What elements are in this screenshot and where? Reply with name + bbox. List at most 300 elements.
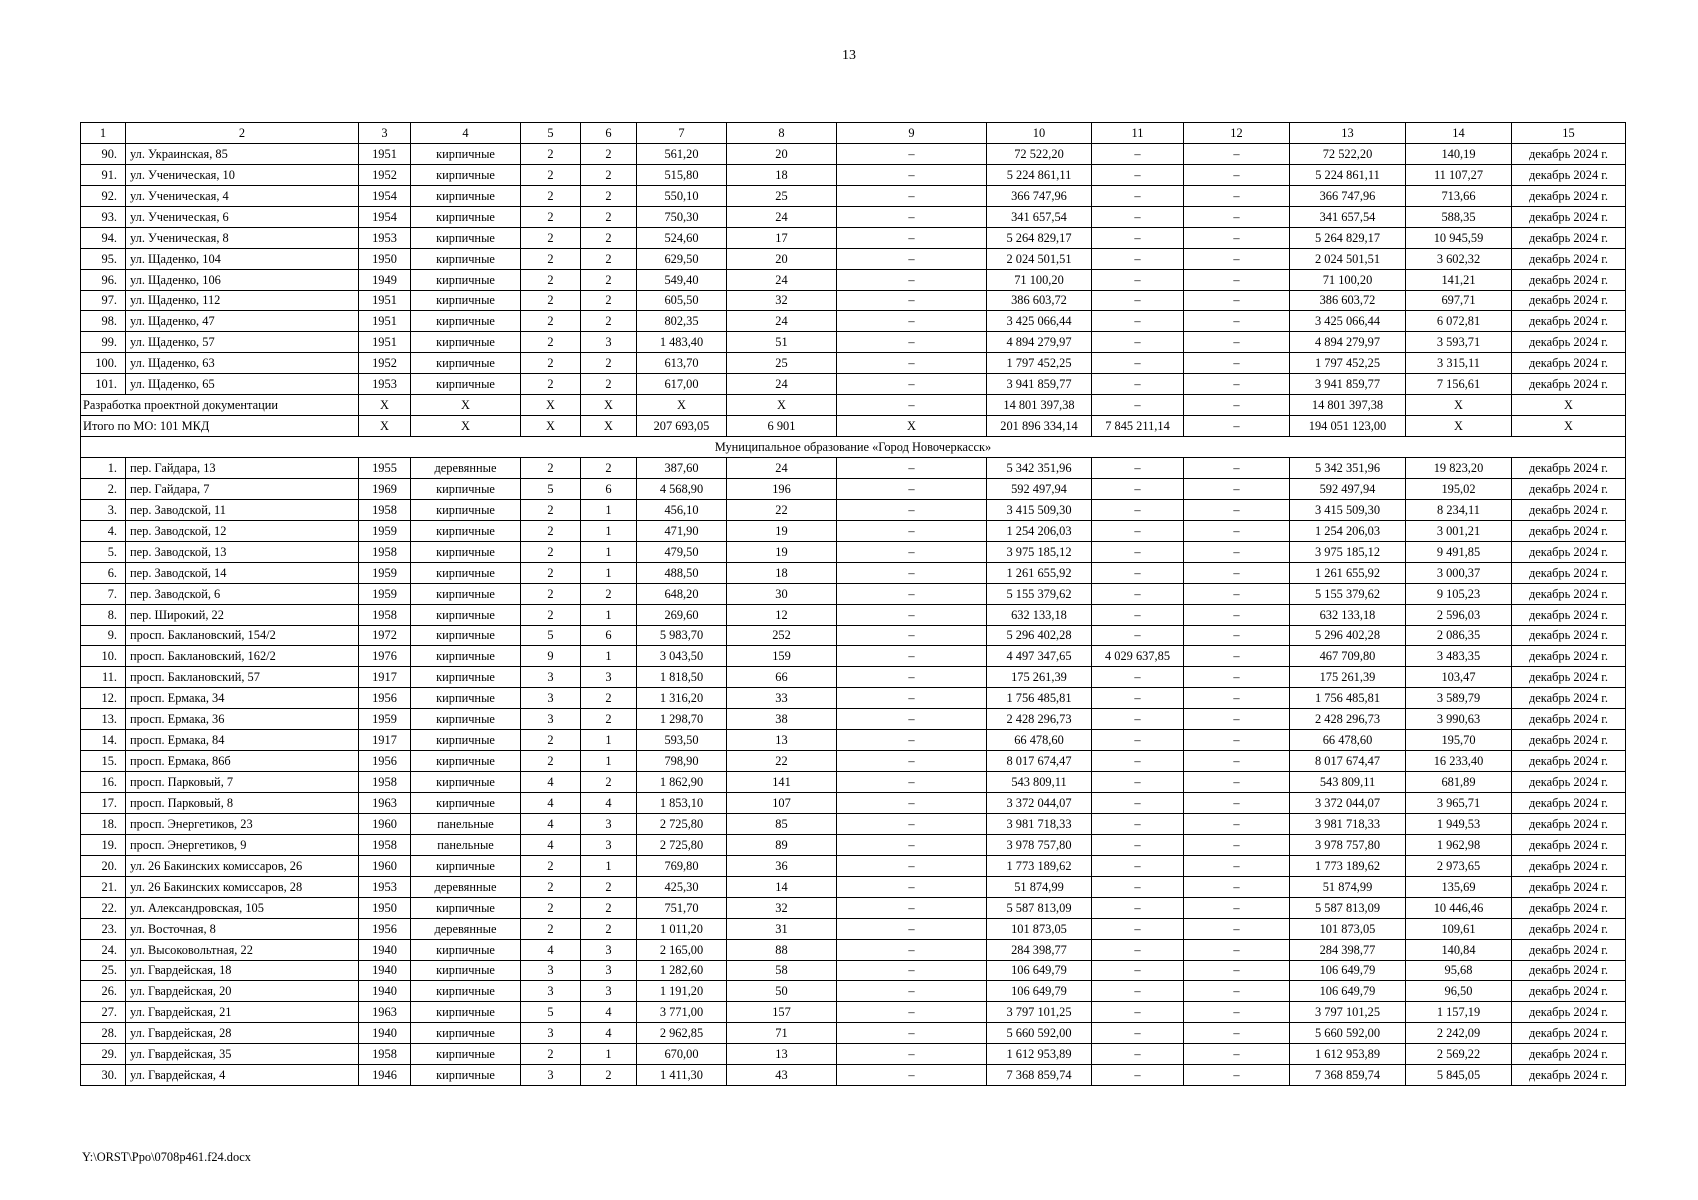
table-cell: 25 bbox=[727, 353, 837, 374]
table-cell: 2 bbox=[581, 248, 637, 269]
table-cell: 194 051 123,00 bbox=[1290, 416, 1406, 437]
table-cell: 99. bbox=[81, 332, 126, 353]
table-row bbox=[81, 206, 1626, 227]
table-cell: 2 569,22 bbox=[1406, 1044, 1512, 1065]
table-cell: – bbox=[1092, 395, 1184, 416]
table-cell: декабрь 2024 г. bbox=[1512, 164, 1626, 185]
table-cell: 632 133,18 bbox=[1290, 604, 1406, 625]
table-cell: 24 bbox=[727, 311, 837, 332]
table-cell: 387,60 bbox=[637, 458, 727, 479]
table-row bbox=[81, 646, 1626, 667]
table-cell: 1953 bbox=[359, 374, 411, 395]
table-cell: 89 bbox=[727, 834, 837, 855]
table-cell: ул. Гвардейская, 21 bbox=[126, 1002, 359, 1023]
table-cell: 1 773 189,62 bbox=[987, 855, 1092, 876]
table-cell: – bbox=[1092, 625, 1184, 646]
table-cell: 18 bbox=[727, 562, 837, 583]
table-cell: – bbox=[837, 562, 987, 583]
column-number-row bbox=[81, 123, 1626, 144]
table-cell: 550,10 bbox=[637, 185, 727, 206]
table-cell: 515,80 bbox=[637, 164, 727, 185]
table-cell: 8 017 674,47 bbox=[987, 751, 1092, 772]
table-cell: 3 bbox=[581, 813, 637, 834]
table-cell: 12. bbox=[81, 688, 126, 709]
table-cell: 3 589,79 bbox=[1406, 688, 1512, 709]
table-cell: 4 894 279,97 bbox=[1290, 332, 1406, 353]
table-cell: декабрь 2024 г. bbox=[1512, 1065, 1626, 1086]
table-cell: 4 bbox=[581, 793, 637, 814]
table-cell: декабрь 2024 г. bbox=[1512, 876, 1626, 897]
table-cell: декабрь 2024 г. bbox=[1512, 332, 1626, 353]
table-cell: 6 bbox=[581, 478, 637, 499]
table-body bbox=[81, 143, 1626, 1085]
table-cell: 2 bbox=[521, 562, 581, 583]
table-cell: 1 261 655,92 bbox=[987, 562, 1092, 583]
table-cell: X bbox=[637, 395, 727, 416]
table-cell: – bbox=[1092, 667, 1184, 688]
table-cell: X bbox=[581, 395, 637, 416]
table-cell: 2 973,65 bbox=[1406, 855, 1512, 876]
table-cell: – bbox=[1092, 1002, 1184, 1023]
table-cell: декабрь 2024 г. bbox=[1512, 541, 1626, 562]
table-row bbox=[81, 793, 1626, 814]
table-cell: декабрь 2024 г. bbox=[1512, 562, 1626, 583]
table-cell: 3 bbox=[521, 981, 581, 1002]
table-cell: декабрь 2024 г. bbox=[1512, 939, 1626, 960]
table-cell: 3 372 044,07 bbox=[1290, 793, 1406, 814]
table-cell: 18 bbox=[727, 164, 837, 185]
table-cell: 3 bbox=[521, 688, 581, 709]
table-cell: 1972 bbox=[359, 625, 411, 646]
table-cell: 16. bbox=[81, 772, 126, 793]
table-cell: кирпичные bbox=[411, 374, 521, 395]
table-cell: 2 bbox=[521, 143, 581, 164]
table-cell: 13 bbox=[727, 1044, 837, 1065]
table-cell: 16 233,40 bbox=[1406, 751, 1512, 772]
table-cell: – bbox=[837, 1065, 987, 1086]
table-cell: декабрь 2024 г. bbox=[1512, 813, 1626, 834]
table-row bbox=[81, 499, 1626, 520]
table-cell: – bbox=[1184, 897, 1290, 918]
table-cell: 141 bbox=[727, 772, 837, 793]
table-cell: – bbox=[837, 918, 987, 939]
table-cell: 3 315,11 bbox=[1406, 353, 1512, 374]
table-cell: – bbox=[1184, 855, 1290, 876]
table-cell: 51 bbox=[727, 332, 837, 353]
table-cell: – bbox=[1184, 709, 1290, 730]
table-cell: 85 bbox=[727, 813, 837, 834]
table-cell: кирпичные bbox=[411, 625, 521, 646]
table-cell: 157 bbox=[727, 1002, 837, 1023]
table-cell: 366 747,96 bbox=[1290, 185, 1406, 206]
table-cell: 1 157,19 bbox=[1406, 1002, 1512, 1023]
table-cell: декабрь 2024 г. bbox=[1512, 520, 1626, 541]
table-cell: 1 011,20 bbox=[637, 918, 727, 939]
table-cell: ул. Щаденко, 104 bbox=[126, 248, 359, 269]
table-header bbox=[81, 123, 1626, 144]
table-cell: 5 224 861,11 bbox=[1290, 164, 1406, 185]
table-cell: декабрь 2024 г. bbox=[1512, 206, 1626, 227]
table-cell: 1953 bbox=[359, 227, 411, 248]
table-cell: 4 bbox=[581, 1023, 637, 1044]
table-row bbox=[81, 143, 1626, 164]
table-cell: X bbox=[1512, 395, 1626, 416]
table-cell: кирпичные bbox=[411, 793, 521, 814]
table-cell: 4 894 279,97 bbox=[987, 332, 1092, 353]
table-cell: 1946 bbox=[359, 1065, 411, 1086]
table-cell: 2 bbox=[581, 227, 637, 248]
table-cell: ул. Гвардейская, 20 bbox=[126, 981, 359, 1002]
table-cell: 543 809,11 bbox=[1290, 772, 1406, 793]
table-cell: – bbox=[1092, 709, 1184, 730]
table-cell: 107 bbox=[727, 793, 837, 814]
table-cell: 1 962,98 bbox=[1406, 834, 1512, 855]
table-cell: 1951 bbox=[359, 332, 411, 353]
table-cell: 9 bbox=[521, 646, 581, 667]
table-cell: 33 bbox=[727, 688, 837, 709]
table-cell: 106 649,79 bbox=[987, 960, 1092, 981]
table-cell: 22 bbox=[727, 751, 837, 772]
table-cell: просп. Баклановский, 57 bbox=[126, 667, 359, 688]
table-cell: 93. bbox=[81, 206, 126, 227]
design-docs-row bbox=[81, 395, 1626, 416]
column-header: 3 bbox=[359, 123, 411, 144]
table-cell: кирпичные bbox=[411, 1065, 521, 1086]
table-cell: 101 873,05 bbox=[987, 918, 1092, 939]
table-cell: 140,19 bbox=[1406, 143, 1512, 164]
table-cell: – bbox=[1184, 311, 1290, 332]
table-cell: декабрь 2024 г. bbox=[1512, 499, 1626, 520]
table-cell: 3 bbox=[521, 960, 581, 981]
table-cell: 3 bbox=[581, 939, 637, 960]
table-cell: 20. bbox=[81, 855, 126, 876]
table-cell: 2 428 296,73 bbox=[1290, 709, 1406, 730]
table-cell: 1 191,20 bbox=[637, 981, 727, 1002]
table-cell: ул. 26 Бакинских комиссаров, 26 bbox=[126, 855, 359, 876]
table-row bbox=[81, 1065, 1626, 1086]
table-cell: 31 bbox=[727, 918, 837, 939]
table-cell: – bbox=[837, 332, 987, 353]
table-cell: 3 bbox=[581, 834, 637, 855]
table-cell: кирпичные bbox=[411, 269, 521, 290]
table-cell: 2 596,03 bbox=[1406, 604, 1512, 625]
table-cell: 6 901 bbox=[727, 416, 837, 437]
table-row bbox=[81, 248, 1626, 269]
table-cell: 2 bbox=[521, 855, 581, 876]
table-cell: ул. Высоковольтная, 22 bbox=[126, 939, 359, 960]
table-cell: 269,60 bbox=[637, 604, 727, 625]
table-cell: 2 bbox=[581, 458, 637, 479]
table-cell: просп. Парковый, 7 bbox=[126, 772, 359, 793]
table-cell: 3 593,71 bbox=[1406, 332, 1512, 353]
table-cell: X bbox=[411, 416, 521, 437]
table-cell: 2 024 501,51 bbox=[1290, 248, 1406, 269]
table-cell: – bbox=[1092, 918, 1184, 939]
table-cell: 5 660 592,00 bbox=[1290, 1023, 1406, 1044]
table-cell: 1956 bbox=[359, 751, 411, 772]
table-cell: – bbox=[1092, 583, 1184, 604]
table-row bbox=[81, 541, 1626, 562]
column-header: 12 bbox=[1184, 123, 1290, 144]
table-cell: 2 bbox=[521, 1044, 581, 1065]
table-cell: – bbox=[837, 709, 987, 730]
table-cell: декабрь 2024 г. bbox=[1512, 1002, 1626, 1023]
table-cell: просп. Энергетиков, 23 bbox=[126, 813, 359, 834]
table-cell: 71 100,20 bbox=[987, 269, 1092, 290]
table-cell: 196 bbox=[727, 478, 837, 499]
table-cell: 6 bbox=[581, 625, 637, 646]
table-cell: 1 862,90 bbox=[637, 772, 727, 793]
table-cell: 1954 bbox=[359, 185, 411, 206]
table-row bbox=[81, 981, 1626, 1002]
table-cell: 1 bbox=[581, 562, 637, 583]
table-cell: – bbox=[1184, 604, 1290, 625]
column-header: 13 bbox=[1290, 123, 1406, 144]
table-cell: 341 657,54 bbox=[987, 206, 1092, 227]
table-cell: – bbox=[1184, 646, 1290, 667]
table-cell: 592 497,94 bbox=[1290, 478, 1406, 499]
table-cell: – bbox=[1184, 730, 1290, 751]
table-cell: деревянные bbox=[411, 876, 521, 897]
table-cell: 5 587 813,09 bbox=[987, 897, 1092, 918]
table-cell: 96,50 bbox=[1406, 981, 1512, 1002]
table-cell: 1956 bbox=[359, 918, 411, 939]
table-cell: 9 491,85 bbox=[1406, 541, 1512, 562]
table-cell: кирпичные bbox=[411, 604, 521, 625]
table-cell: – bbox=[837, 960, 987, 981]
column-header: 14 bbox=[1406, 123, 1512, 144]
table-cell: 2 bbox=[581, 206, 637, 227]
table-cell: 22. bbox=[81, 897, 126, 918]
table-cell: 2 bbox=[581, 897, 637, 918]
table-cell: 2 bbox=[521, 374, 581, 395]
section-row bbox=[81, 437, 1626, 458]
table-cell: 1 bbox=[581, 1044, 637, 1065]
table-cell: – bbox=[837, 499, 987, 520]
table-cell: 5 660 592,00 bbox=[987, 1023, 1092, 1044]
table-cell: – bbox=[1092, 499, 1184, 520]
table-row bbox=[81, 1023, 1626, 1044]
table-cell: 8 017 674,47 bbox=[1290, 751, 1406, 772]
table-cell: 798,90 bbox=[637, 751, 727, 772]
table-cell: кирпичные bbox=[411, 730, 521, 751]
table-cell: 2 725,80 bbox=[637, 834, 727, 855]
table-cell: 2 bbox=[521, 164, 581, 185]
table-cell: 24 bbox=[727, 206, 837, 227]
table-cell: 14. bbox=[81, 730, 126, 751]
table-cell: 341 657,54 bbox=[1290, 206, 1406, 227]
table-cell: ул. Щаденко, 106 bbox=[126, 269, 359, 290]
table-cell: 1 483,40 bbox=[637, 332, 727, 353]
table-row bbox=[81, 709, 1626, 730]
table-cell: 1955 bbox=[359, 458, 411, 479]
table-cell: 1963 bbox=[359, 1002, 411, 1023]
table-cell: 2 bbox=[581, 311, 637, 332]
table-row bbox=[81, 520, 1626, 541]
table-cell: 592 497,94 bbox=[987, 478, 1092, 499]
table-cell: 2 165,00 bbox=[637, 939, 727, 960]
table-row bbox=[81, 478, 1626, 499]
footer-file-path: Y:\ORST\Ppo\0708p461.f24.docx bbox=[82, 1150, 251, 1164]
table-cell: 1960 bbox=[359, 813, 411, 834]
table-cell: 7 368 859,74 bbox=[1290, 1065, 1406, 1086]
table-cell: – bbox=[837, 604, 987, 625]
table-cell: 135,69 bbox=[1406, 876, 1512, 897]
table-cell: – bbox=[1092, 876, 1184, 897]
table-cell: 1940 bbox=[359, 981, 411, 1002]
table-cell: декабрь 2024 г. bbox=[1512, 248, 1626, 269]
table-cell: 1949 bbox=[359, 269, 411, 290]
table-cell: декабрь 2024 г. bbox=[1512, 290, 1626, 311]
table-cell: – bbox=[1184, 918, 1290, 939]
table-cell: – bbox=[837, 834, 987, 855]
table-cell: кирпичные bbox=[411, 206, 521, 227]
table-cell: – bbox=[1092, 1023, 1184, 1044]
table-cell: – bbox=[837, 583, 987, 604]
table-cell: декабрь 2024 г. bbox=[1512, 897, 1626, 918]
table-cell: – bbox=[1184, 688, 1290, 709]
table-cell: – bbox=[1184, 332, 1290, 353]
table-cell: 2 bbox=[521, 541, 581, 562]
table-cell: – bbox=[1184, 206, 1290, 227]
table-cell: 2 bbox=[581, 143, 637, 164]
table-cell: декабрь 2024 г. bbox=[1512, 227, 1626, 248]
table-cell: – bbox=[1184, 164, 1290, 185]
table-cell: 3 415 509,30 bbox=[987, 499, 1092, 520]
table-cell: 1959 bbox=[359, 583, 411, 604]
total-row bbox=[81, 416, 1626, 437]
table-cell: 159 bbox=[727, 646, 837, 667]
table-cell: – bbox=[1184, 374, 1290, 395]
table-row bbox=[81, 185, 1626, 206]
table-cell: кирпичные bbox=[411, 143, 521, 164]
table-cell: – bbox=[1184, 751, 1290, 772]
table-cell: 3. bbox=[81, 499, 126, 520]
table-cell: 2 bbox=[521, 520, 581, 541]
table-cell: 10. bbox=[81, 646, 126, 667]
table-cell: кирпичные bbox=[411, 1023, 521, 1044]
table-cell: 3 043,50 bbox=[637, 646, 727, 667]
table-cell: 1. bbox=[81, 458, 126, 479]
table-cell: – bbox=[1092, 562, 1184, 583]
table-cell: 10 945,59 bbox=[1406, 227, 1512, 248]
table-cell: 4 bbox=[521, 793, 581, 814]
table-cell: 3 bbox=[581, 667, 637, 688]
table-cell: кирпичные bbox=[411, 1044, 521, 1065]
table-cell: 71 100,20 bbox=[1290, 269, 1406, 290]
table-row bbox=[81, 897, 1626, 918]
table-cell: 95. bbox=[81, 248, 126, 269]
table-row bbox=[81, 269, 1626, 290]
table-cell: декабрь 2024 г. bbox=[1512, 143, 1626, 164]
table-cell: 195,70 bbox=[1406, 730, 1512, 751]
table-cell: – bbox=[1184, 562, 1290, 583]
table-cell: 3 797 101,25 bbox=[1290, 1002, 1406, 1023]
table-cell: 1 612 953,89 bbox=[987, 1044, 1092, 1065]
table-cell: 25. bbox=[81, 960, 126, 981]
table-cell: 1959 bbox=[359, 562, 411, 583]
table-cell: – bbox=[1092, 751, 1184, 772]
table-cell: 252 bbox=[727, 625, 837, 646]
table-cell: 26. bbox=[81, 981, 126, 1002]
table-cell: 750,30 bbox=[637, 206, 727, 227]
table-cell: – bbox=[837, 248, 987, 269]
table-cell: 2 bbox=[521, 248, 581, 269]
table-cell: – bbox=[837, 667, 987, 688]
table-cell: 2 bbox=[521, 499, 581, 520]
table-cell: 2 bbox=[581, 772, 637, 793]
column-header: 2 bbox=[126, 123, 359, 144]
column-header: 4 bbox=[411, 123, 521, 144]
table-row bbox=[81, 813, 1626, 834]
table-cell: 1952 bbox=[359, 353, 411, 374]
table-row bbox=[81, 876, 1626, 897]
table-cell: декабрь 2024 г. bbox=[1512, 793, 1626, 814]
table-cell: 386 603,72 bbox=[987, 290, 1092, 311]
table-cell: 5 155 379,62 bbox=[987, 583, 1092, 604]
table-cell: кирпичные bbox=[411, 939, 521, 960]
table-cell: 14 bbox=[727, 876, 837, 897]
table-cell: 1976 bbox=[359, 646, 411, 667]
table-cell: – bbox=[1092, 290, 1184, 311]
table-cell: ул. Гвардейская, 35 bbox=[126, 1044, 359, 1065]
table-cell: декабрь 2024 г. bbox=[1512, 311, 1626, 332]
column-header: 10 bbox=[987, 123, 1092, 144]
table-cell: – bbox=[1184, 939, 1290, 960]
table-cell: декабрь 2024 г. bbox=[1512, 688, 1626, 709]
table-cell: X bbox=[359, 395, 411, 416]
table-cell: – bbox=[837, 897, 987, 918]
table-cell: 1 818,50 bbox=[637, 667, 727, 688]
table-cell: – bbox=[1184, 1002, 1290, 1023]
table-cell: – bbox=[1092, 227, 1184, 248]
table-cell: 3 990,63 bbox=[1406, 709, 1512, 730]
table-cell: 106 649,79 bbox=[1290, 981, 1406, 1002]
table-cell: 1 612 953,89 bbox=[1290, 1044, 1406, 1065]
table-cell: пер. Заводской, 6 bbox=[126, 583, 359, 604]
table-cell: – bbox=[1184, 667, 1290, 688]
table-cell: 5 155 379,62 bbox=[1290, 583, 1406, 604]
table-cell: – bbox=[1092, 143, 1184, 164]
table-cell: 3 425 066,44 bbox=[1290, 311, 1406, 332]
table-cell: 4 029 637,85 bbox=[1092, 646, 1184, 667]
table-cell: – bbox=[1184, 834, 1290, 855]
table-cell: – bbox=[837, 1044, 987, 1065]
table-cell: – bbox=[837, 772, 987, 793]
table-cell: – bbox=[1092, 688, 1184, 709]
table-cell: 14 801 397,38 bbox=[1290, 395, 1406, 416]
table-cell: 2 bbox=[521, 227, 581, 248]
table-cell: 7 368 859,74 bbox=[987, 1065, 1092, 1086]
table-cell: 103,47 bbox=[1406, 667, 1512, 688]
table-cell: кирпичные bbox=[411, 227, 521, 248]
table-cell: – bbox=[1092, 855, 1184, 876]
table-row bbox=[81, 353, 1626, 374]
table-cell: 66 478,60 bbox=[1290, 730, 1406, 751]
table-cell: 2 bbox=[521, 876, 581, 897]
table-cell: – bbox=[837, 374, 987, 395]
table-cell: 23. bbox=[81, 918, 126, 939]
table-cell: 7 156,61 bbox=[1406, 374, 1512, 395]
table-cell: 175 261,39 bbox=[1290, 667, 1406, 688]
table-cell: 648,20 bbox=[637, 583, 727, 604]
table-cell: 1 756 485,81 bbox=[1290, 688, 1406, 709]
table-cell: 632 133,18 bbox=[987, 604, 1092, 625]
table-cell: – bbox=[1092, 248, 1184, 269]
table-cell: кирпичные bbox=[411, 499, 521, 520]
table-cell: 3 978 757,80 bbox=[987, 834, 1092, 855]
table-cell: – bbox=[837, 164, 987, 185]
